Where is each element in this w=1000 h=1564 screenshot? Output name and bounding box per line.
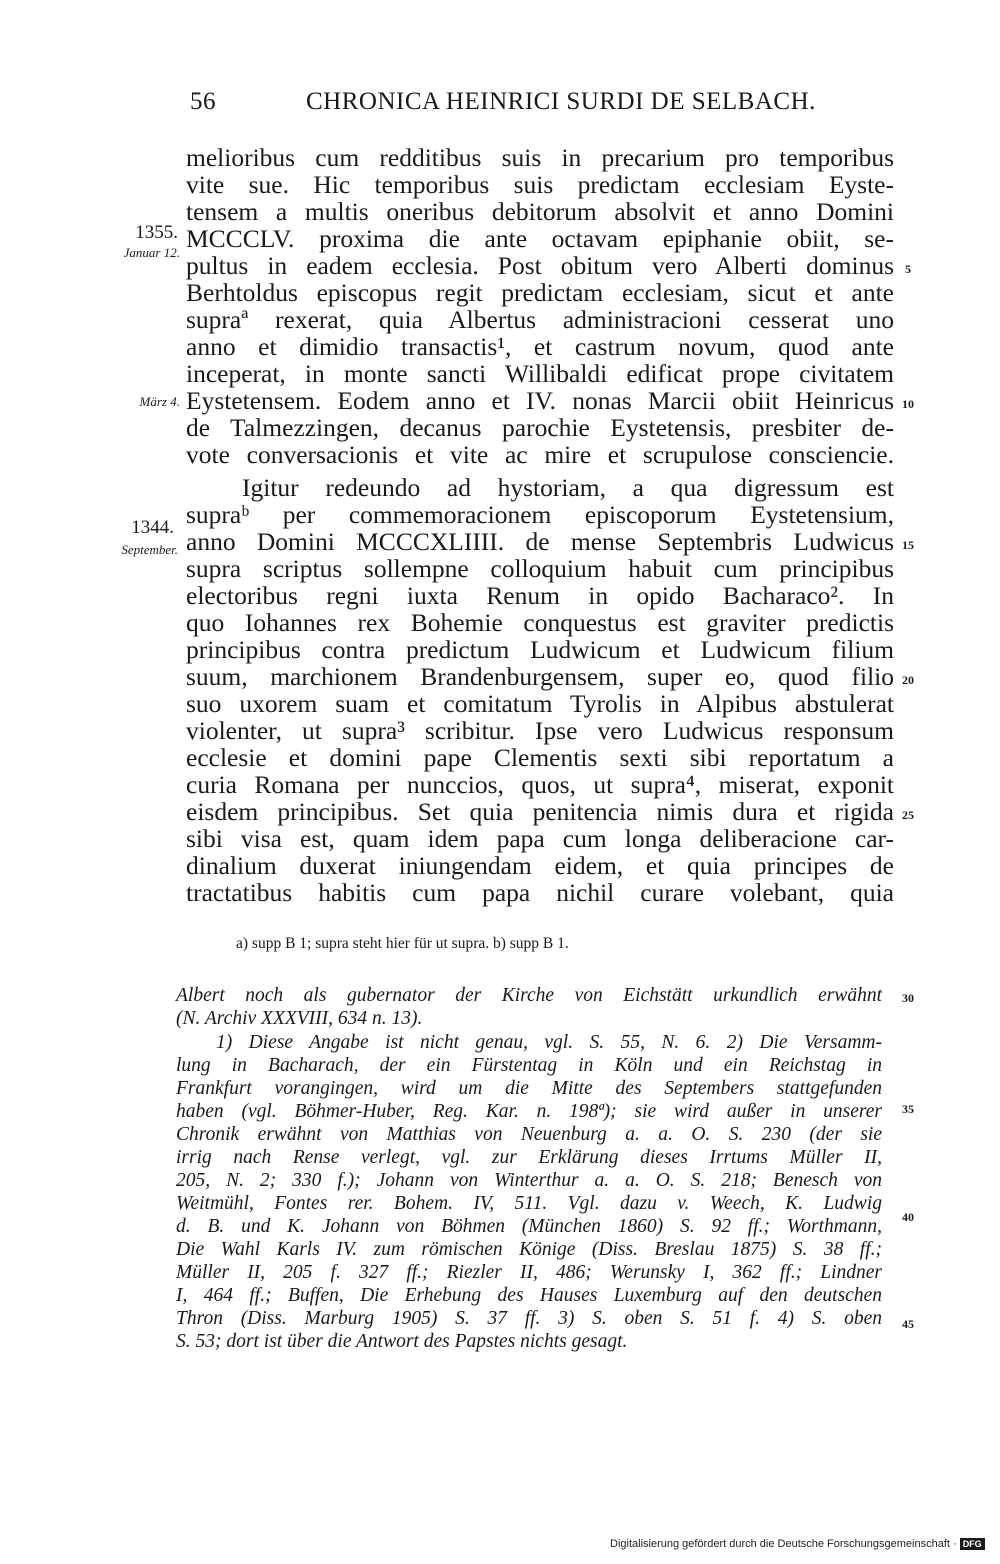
text-line: dinalium duxerat iniungendam eidem, et quia principes de [186,851,894,880]
text-line: suum, marchionem Brandenburgensem, super eo, quod filio [186,662,894,691]
note-line: (N. Archiv XXXVIII, 634 n. 13). [176,1008,423,1029]
note-line: Frankfurt vorangingen, wird um die Mitte des Septembers stattgefunden [176,1078,882,1099]
page-number: 56 [190,88,216,115]
text-line: curia Romana per nunccios, quos, ut supra⁴, miserat, exponit [186,770,894,799]
text-line: MCCCLV. proxima die ante octavam epiphanie obiit, se- [186,224,894,253]
note-line: S. 53; dort ist über die Antwort des Papstes nichts gesagt. [176,1331,628,1352]
text-line: vite sue. Hic temporibus suis predictam ecclesiam Eyste- [186,170,894,199]
text-line: anno et dimidio transactis¹, et castrum novum, quod ante [186,332,894,361]
line-number: 40 [902,1210,914,1224]
text-line: sibi visa est, quam idem papa cum longa deliberacione car- [186,824,894,853]
text-line: violenter, ut supra³ scribitur. Ipse vero Ludwicus responsum [186,716,894,745]
line-number: 30 [902,991,914,1005]
line-number: 5 [905,262,911,276]
footer-text: Digitalisierung gefördert durch die Deutsche Forschungsgemeinschaft · [610,1538,957,1550]
text-line: principibus contra predictum Ludwicum et Ludwicum filium [186,635,894,664]
note-line: lung in Bacharach, der ein Fürstentag in Köln und ein Reichstag in [176,1055,882,1076]
line-number: 20 [902,673,914,687]
text-line: suo uxorem suam et comitatum Tyrolis in Alpibus abstulerat [186,689,894,718]
text-line: supra scriptus sollempne colloquium habuit cum principibus [186,554,894,583]
line-number: 35 [902,1102,914,1116]
running-title: CHRONICA HEINRICI SURDI DE SELBACH. [306,88,816,115]
text-line: tensem a multis oneribus debitorum absolvit et anno Domini [186,197,894,226]
margin-date: Januar 12. [123,245,180,260]
text-line: Berhtoldus episcopus regit predictam ecclesiam, sicut et ante [186,278,894,307]
note-line: irrig nach Rense verlegt, vgl. zur Erklärung dieses Irrtums Müller II, [176,1147,882,1168]
line-number: 10 [902,397,914,411]
text-line: de Talmezzingen, decanus parochie Eystetensis, presbiter de- [186,413,894,442]
margin-date: September. [121,542,178,557]
note-line: Albert noch als gubernator der Kirche von Eichstätt urkundlich erwähnt [176,985,882,1006]
line-number: 45 [902,1317,914,1331]
note-line: 205, N. 2; 330 f.); Johann von Winterthur a. a. O. S. 218; Benesch von [176,1170,882,1191]
text-line: Eystetensem. Eodem anno et IV. nonas Marcii obiit Heinricus [186,386,894,415]
note-line: Thron (Diss. Marburg 1905) S. 37 ff. 3) S. oben S. 51 f. 4) S. oben [176,1308,882,1329]
margin-year: 1344. [131,517,174,538]
text-line: vote conversacionis et vite ac mire et scrupulose consciencie. [186,440,894,469]
text-line: supraᵇ per commemoracionem episcoporum Eystetensium, [186,500,894,529]
line-number: 25 [902,808,914,822]
text-line: tractatibus habitis cum papa nichil curare volebant, quia [186,878,894,907]
note-line: d. B. und K. Johann von Böhmen (München 1860) S. 92 ff.; Worthmann, [176,1216,882,1237]
text-line: anno Domini MCCCXLIIII. de mense Septembris Ludwicus [186,527,894,556]
note-line: Müller II, 205 f. 327 ff.; Riezler II, 486; Werunsky I, 362 ff.; Lindner [176,1262,882,1283]
digitization-footer [610,1538,985,1550]
variant-footnote: a) supp B 1; supra steht hier für ut supra. b) supp B 1. [236,935,569,952]
note-line: I, 464 ff.; Buffen, Die Erhebung des Hauses Luxemburg auf den deutschen [176,1285,882,1306]
note-line: haben (vgl. Böhmer-Huber, Reg. Kar. n. 198ª); sie wird außer in unserer [176,1101,882,1122]
text-line: Igitur redeundo ad hystoriam, a qua digressum est [242,473,894,502]
note-line: Weitmühl, Fontes rer. Bohem. IV, 511. Vgl. dazu v. Weech, K. Ludwig [176,1193,882,1214]
text-line: supraª rexerat, quia Albertus administracioni cesserat uno [186,305,894,334]
text-line: eisdem principibus. Set quia penitencia nimis dura et rigida [186,797,894,826]
margin-date: März 4. [139,394,180,409]
dfg-logo: DFG [960,1538,985,1550]
text-line: ecclesie et domini pape Clementis sexti sibi reportatum a [186,743,894,772]
margin-year: 1355. [135,222,178,243]
text-line: electoribus regni iuxta Renum in opido Bacharaco². In [186,581,894,610]
note-line: 1) Diese Angabe ist nicht genau, vgl. S. 55, N. 6. 2) Die Versamm- [216,1032,882,1053]
note-line: Chronik erwähnt von Matthias von Neuenburg a. a. O. S. 230 (der sie [176,1124,882,1145]
line-number: 15 [902,538,914,552]
text-line: pultus in eadem ecclesia. Post obitum vero Alberti dominus [186,251,894,280]
text-line: melioribus cum redditibus suis in precarium pro temporibus [186,143,894,172]
text-line: quo Iohannes rex Bohemie conquestus est graviter predictis [186,608,894,637]
text-line: inceperat, in monte sancti Willibaldi edificat prope civitatem [186,359,894,388]
note-line: Die Wahl Karls IV. zum römischen Könige (Diss. Breslau 1875) S. 38 ff.; [176,1239,882,1260]
